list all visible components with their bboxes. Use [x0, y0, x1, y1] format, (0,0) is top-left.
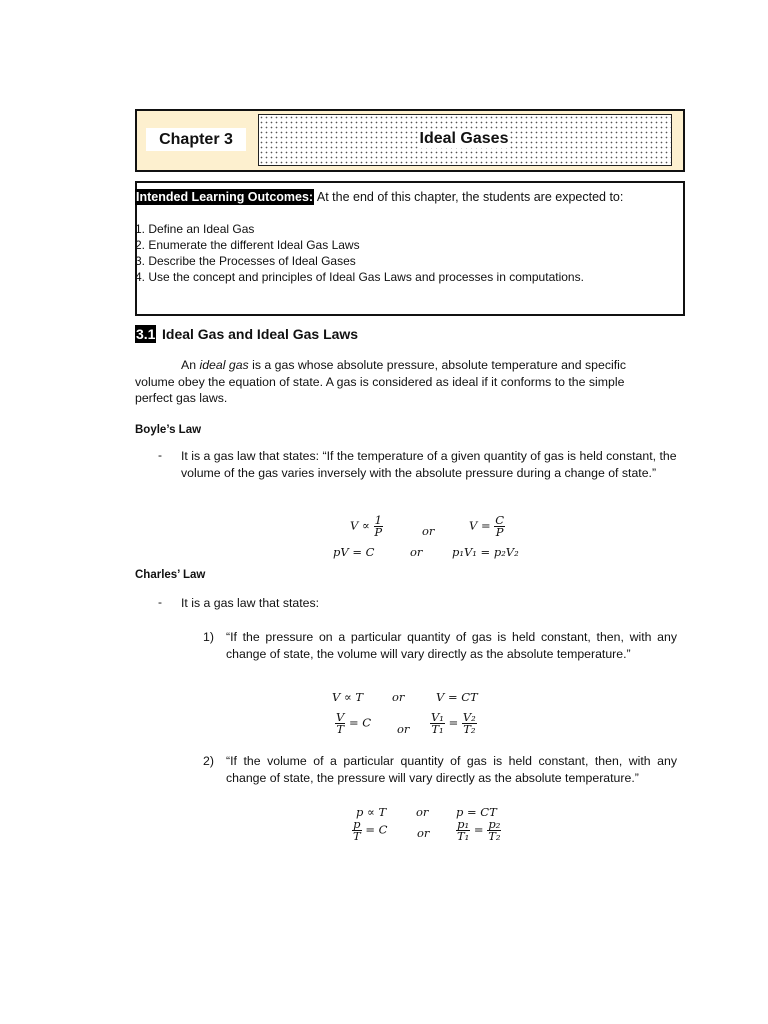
- intro-lead: An: [181, 358, 200, 372]
- fraction: [487, 819, 501, 842]
- bullet-dash: -: [158, 448, 162, 462]
- numerator: p₂: [488, 817, 501, 831]
- list-marker: 2): [203, 754, 214, 768]
- eq-text: = C: [361, 822, 388, 837]
- charles-statement-2: “If the volume of a particular quantity of gas is held constant, then, with any change of state, the pressure will vary directly as the absolute temperature.”: [226, 754, 677, 785]
- boyles-equation-states: p₁V₁ = p₂V₂: [452, 545, 519, 559]
- denominator: P: [374, 525, 383, 539]
- or-text: or: [392, 690, 405, 704]
- charles-equation-constant: V = CT: [436, 690, 478, 704]
- chapter-title-text: Ideal Gases: [419, 130, 509, 147]
- fraction: [462, 712, 477, 735]
- numerator: C: [495, 513, 505, 527]
- charles-pressure-ratio: [352, 819, 387, 842]
- intro-paragraph-line: volume obey the equation of state. A gas is considered as ideal if it conforms to the simple: [135, 375, 625, 389]
- numerator: V: [336, 710, 345, 724]
- eq-text: = C: [345, 715, 372, 730]
- charles-equation-states: [430, 712, 477, 735]
- chapter-title: [258, 114, 670, 164]
- chapter-number-label: Chapter 3: [146, 128, 246, 151]
- charles-law-title: Charles’ Law: [135, 569, 206, 581]
- intro-paragraph-line: perfect gas laws.: [135, 391, 228, 405]
- fraction: [335, 712, 345, 735]
- fraction: [352, 819, 362, 842]
- fraction: [494, 515, 505, 538]
- charles-equation-ratio: [335, 712, 371, 735]
- learning-outcomes-label: Intended Learning Outcomes:: [136, 190, 314, 204]
- numerator: p₁: [457, 817, 470, 831]
- numerator: V₂: [462, 710, 476, 724]
- or-text: or: [410, 545, 423, 559]
- numerator: 1: [374, 513, 382, 527]
- denominator: T₁: [431, 722, 444, 736]
- or-text: or: [416, 805, 429, 819]
- or-text: or: [397, 722, 410, 736]
- boyles-equation-proportional: [350, 515, 383, 538]
- learning-outcome-item: 1. Define an Ideal Gas: [135, 222, 255, 236]
- charles-equation-proportional: V ∝ T: [332, 690, 364, 704]
- denominator: T₁: [457, 829, 470, 843]
- denominator: T: [353, 829, 361, 843]
- eq-text: V ∝: [350, 518, 374, 533]
- boyles-equation-constant: [469, 515, 505, 538]
- list-marker: 1): [203, 630, 214, 644]
- numerator: V₁: [431, 710, 444, 724]
- eq-text: =: [444, 715, 462, 730]
- denominator: T: [336, 722, 344, 736]
- ideal-gas-term: ideal gas: [199, 358, 249, 372]
- or-text: or: [422, 524, 435, 538]
- eq-text: =: [470, 822, 488, 837]
- learning-outcome-item: 4. Use the concept and principles of Ideal Gas Laws and processes in computations.: [135, 270, 584, 284]
- boyles-law-statement: It is a gas law that states: “If the temperature of a given quantity of gas is held constant, the volume of the gas varies inversely with the absolute pressure during a change of state.”: [181, 449, 677, 480]
- learning-outcomes-intro: At the end of this chapter, the students are expected to:: [314, 190, 624, 204]
- learning-outcome-item: 2. Enumerate the different Ideal Gas Laws: [135, 238, 360, 252]
- fraction: [430, 712, 445, 735]
- boyles-equation-pv: pV = C: [333, 545, 375, 559]
- bullet-dash: -: [158, 595, 162, 609]
- charles-statement-1: “If the pressure on a particular quantity of gas is held constant, then, with any change of state, the volume will vary directly as the absolute temperature.”: [226, 630, 677, 661]
- eq-text: V =: [469, 518, 495, 533]
- denominator: T₂: [463, 722, 476, 736]
- charles-law-intro: It is a gas law that states:: [181, 596, 320, 610]
- denominator: P: [495, 525, 504, 539]
- learning-outcomes-heading: [135, 190, 623, 204]
- charles-pressure-constant: p = CT: [456, 805, 497, 819]
- denominator: T₂: [488, 829, 501, 843]
- or-text: or: [417, 826, 430, 840]
- fraction: [373, 515, 383, 538]
- numerator: p: [353, 817, 361, 831]
- learning-outcome-item: 3. Describe the Processes of Ideal Gases: [135, 254, 356, 268]
- boyles-law-title: Boyle’s Law: [135, 424, 202, 436]
- fraction: [456, 819, 470, 842]
- intro-line1-rest: is a gas whose absolute pressure, absolute temperature and specific: [248, 358, 627, 372]
- section-title: Ideal Gas and Ideal Gas Laws: [162, 326, 359, 342]
- intro-paragraph-line: [181, 357, 626, 374]
- charles-pressure-states: [456, 819, 502, 842]
- charles-pressure-proportional: p ∝ T: [356, 805, 387, 819]
- section-number: 3.1: [136, 326, 156, 342]
